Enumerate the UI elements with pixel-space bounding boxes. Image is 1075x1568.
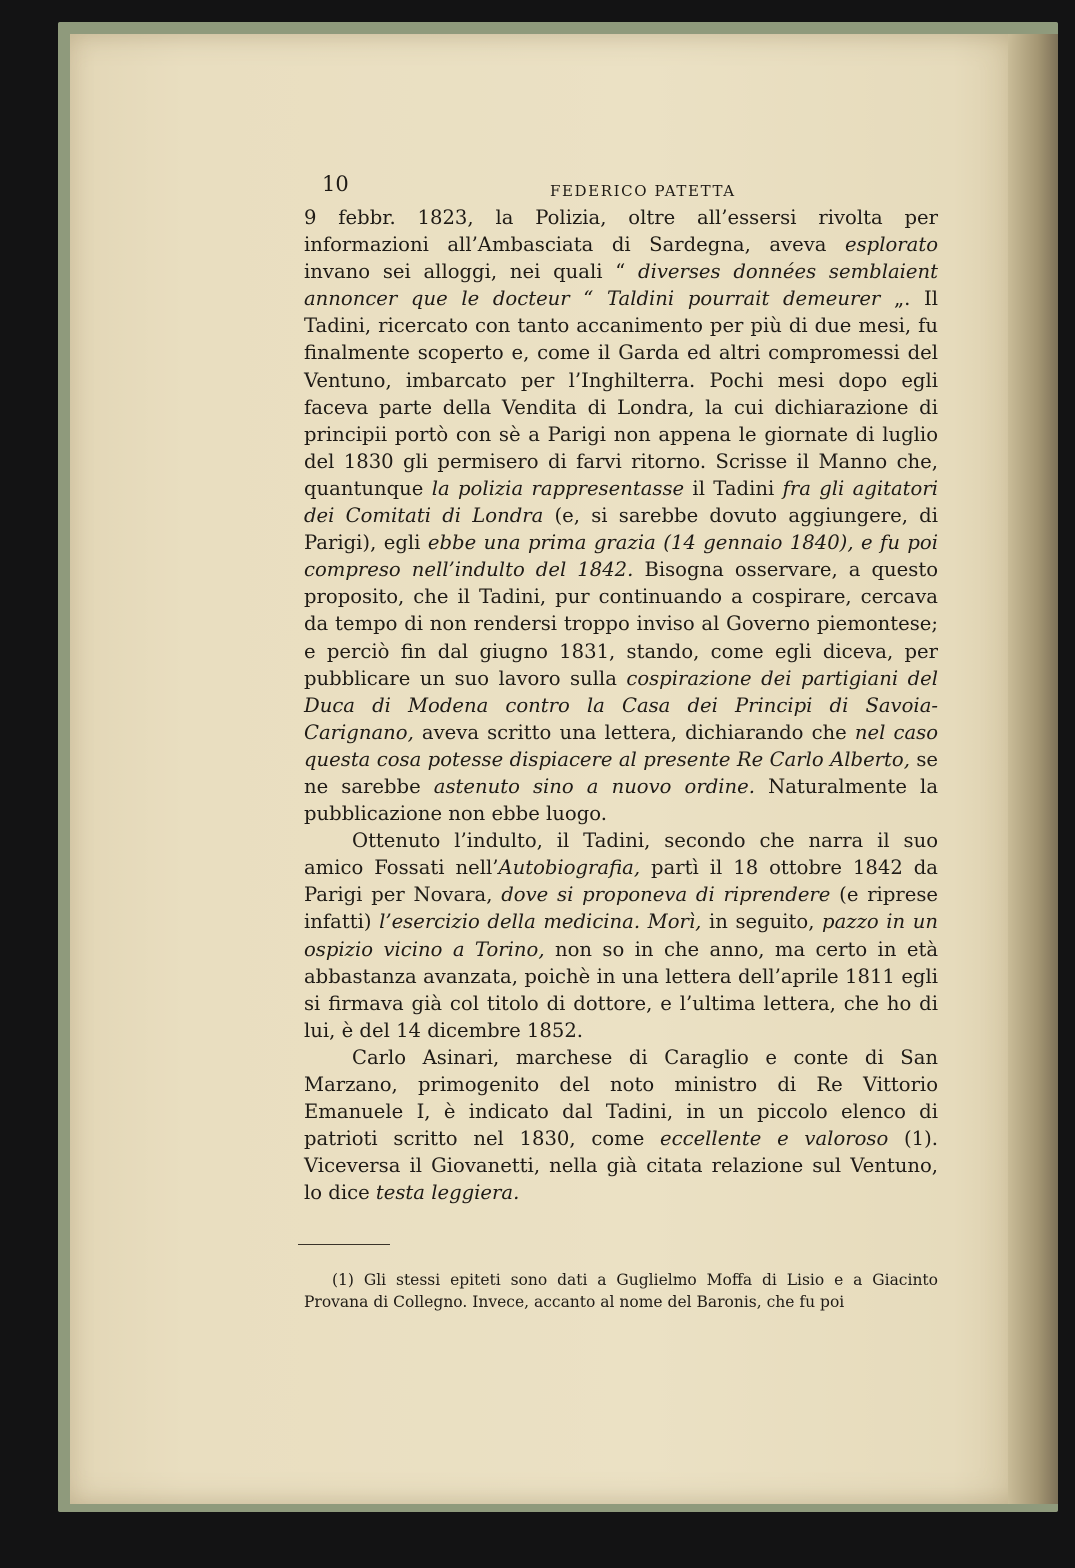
text-run: non so in che anno, ma certo in età abbastanza avanzata, poichè in una lettera dell’aprile 1811 egli si firmava già col titolo di dottore, e l’ultima lettera, che ho di lui, è del 14 dicembre 1852. <box>304 937 938 1042</box>
text-run: in seguito, <box>701 910 823 934</box>
body-text <box>298 204 938 1206</box>
italic-run: esplorato <box>845 233 938 257</box>
text-run: Ottenuto l’indulto, il Tadini, secondo che narra il suo amico Fossati nell’ <box>304 829 938 880</box>
italic-run: fra gli agitatori dei Comitati di Londra <box>304 476 938 528</box>
italic-run: eccellente e valoroso <box>660 1127 889 1151</box>
running-head <box>298 168 938 204</box>
footnote: (1) Gli stessi epiteti sono dati a Guglielmo Moffa di Lisio e a Giacinto Provana di Collegno. Invece, accanto al nome del Baronis, che fu poi <box>304 1271 938 1312</box>
text-run: Naturalmente la pubblicazione non ebbe luogo. <box>304 774 939 826</box>
paragraph <box>304 827 938 1044</box>
text-run: Carlo Asinari, marchese di Caraglio e conte di San Marzano, primogenito del noto ministro di Re Vittorio Emanuele I, è indicato dal Tadini, in un piccolo elenco di patrioti scritto nel 1830, come <box>304 1045 938 1151</box>
text-run: (e riprese infatti) <box>304 883 938 934</box>
text-run: 9 febbr. 1823, la Polizia, oltre all’essersi rivolta per informazioni all’Ambasciata di Sardegna, aveva <box>304 206 938 257</box>
italic-run: diverses données semblaient annoncer que le docteur “ Taldini pourrait demeurer <box>304 260 939 311</box>
italic-run: testa leggiera. <box>375 1181 520 1205</box>
text-run: „. Il Tadini, ricercato con tanto accanimento per più di due mesi, fu finalmente scoperto e, come il Garda ed altri compromessi del Ventuno, imbarcato per l’Inghilterra. Pochi mesi dopo egli faceva parte della Vendita di Londra, la cui dichiarazione di principii portò con sè a Parigi non appena le giornate di luglio del 1830 gli permisero di farvi ritorno. Scrisse il Manno che, quantunque <box>304 287 938 500</box>
paragraph <box>304 204 938 827</box>
italic-run: la polizia rappresentasse <box>431 476 685 500</box>
paragraph <box>304 1044 938 1207</box>
footnote-rule <box>298 1244 390 1245</box>
text-run: aveva scritto una lettera, dichiarando che <box>413 720 855 744</box>
italic-run: Autobiografia, <box>498 856 641 880</box>
text-run: Bisogna osservare, a questo proposito, che il Tadini, pur continuando a cospirare, cercava da tempo di non rendersi troppo inviso al Governo piemontese; e perciò fin dal giugno 1831, stando, come egli diceva, per pubblicare un suo lavoro sulla <box>304 558 938 690</box>
italic-run: pazzo in un ospizio vicino a Torino, <box>304 910 938 961</box>
italic-run: l’esercizio della medicina. Morì, <box>379 910 702 934</box>
italic-run: nel caso questa cosa potesse dispiacere al presente Re Carlo Alberto, <box>304 720 938 771</box>
text-run: invano sei alloggi, nei quali “ <box>304 260 639 284</box>
page-content <box>298 168 938 1313</box>
text-run: se ne sarebbe <box>304 747 938 798</box>
italic-run: ebbe una prima grazia (14 gennaio 1840), e fu poi compreso nell’indulto del 1842. <box>304 531 938 582</box>
text-run: partì il 18 ottobre 1842 da Parigi per Novara, <box>304 856 938 907</box>
page-number: 10 <box>322 172 349 196</box>
text-run: (1). Viceversa il Giovanetti, nella già citata relazione sul Ventuno, lo dice <box>304 1127 938 1205</box>
italic-run: dove si proponeva di riprendere <box>501 883 831 907</box>
text-run: (e, si sarebbe dovuto aggiungere, di Parigi), egli <box>304 504 938 555</box>
running-title: FEDERICO PATETTA <box>550 182 736 200</box>
text-run: il Tadini <box>684 476 783 500</box>
italic-run: astenuto sino a nuovo ordine. <box>433 774 755 798</box>
italic-run: cospirazione dei partigiani del Duca di Modena contro la Casa dei Principi di Savoia-Carignano, <box>304 666 938 744</box>
page-gutter-shadow <box>1008 34 1058 1504</box>
